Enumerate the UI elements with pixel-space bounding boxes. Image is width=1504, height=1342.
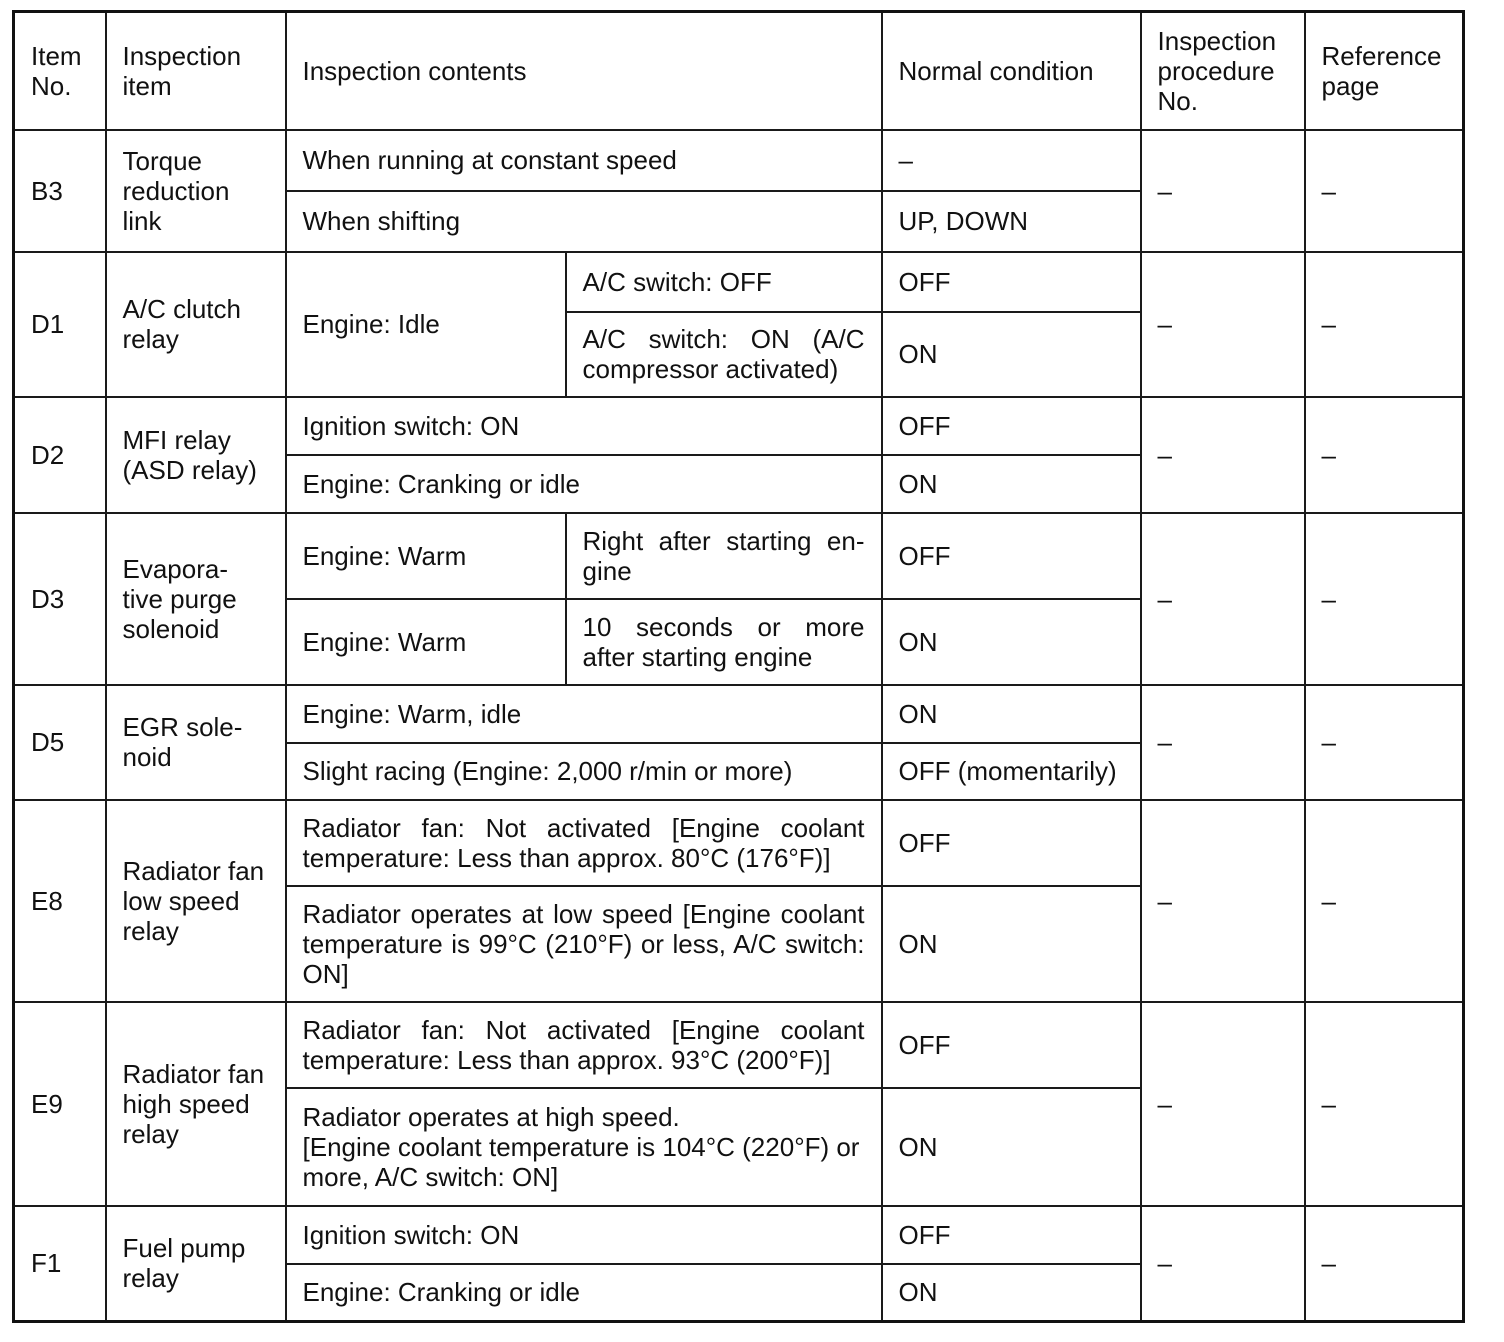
table-row — [14, 513, 1464, 599]
inspection-content-cell: Ignition switch: ON — [286, 397, 882, 455]
inspection-content-line: Radiator operates at high speed. — [302, 1101, 680, 1132]
normal-condition-cell: ON — [882, 685, 1141, 743]
inspection-item-cell: Radiator fan high speed relay — [106, 1002, 286, 1206]
inspection-content-line: [Engine coolant temperature is 104°C (220°F) or more, A/C switch: ON] — [302, 1131, 860, 1192]
normal-condition-cell: OFF — [882, 397, 1141, 455]
inspection-item-cell: MFI relay (ASD relay) — [106, 397, 286, 513]
table-row — [14, 1206, 1464, 1264]
header-inspection-contents: Inspection contents — [286, 12, 882, 130]
procedure-no-cell: – — [1141, 130, 1305, 252]
inspection-content-cell: When shifting — [286, 191, 882, 252]
item-no-cell: D3 — [14, 513, 106, 685]
normal-condition-cell: ON — [882, 312, 1141, 397]
normal-condition-cell: ON — [882, 886, 1141, 1002]
inspection-subcontent-cell: A/C switch: OFF — [566, 252, 882, 312]
inspection-content-cell: Radiator operates at low speed [Engine coolant temperature is 99°C (210°F) or less, A/C switch: ON] — [286, 886, 882, 1002]
table-row — [14, 397, 1464, 455]
reference-page-cell: – — [1305, 685, 1464, 800]
inspection-content-cell: Engine: Warm — [286, 599, 566, 685]
inspection-content-cell: Engine: Idle — [286, 252, 566, 397]
normal-condition-cell: ON — [882, 1264, 1141, 1322]
normal-condition-cell: OFF (momentarily) — [882, 743, 1141, 800]
table-header-row — [14, 12, 1464, 130]
procedure-no-cell: – — [1141, 252, 1305, 397]
inspection-item-cell: Radiator fan low speed relay — [106, 800, 286, 1002]
procedure-no-cell: – — [1141, 800, 1305, 1002]
inspection-content-cell: Slight racing (Engine: 2,000 r/min or more) — [286, 743, 882, 800]
inspection-item-cell: EGR sole- noid — [106, 685, 286, 800]
normal-condition-cell: ON — [882, 1088, 1141, 1206]
table-row — [14, 800, 1464, 886]
table-row — [14, 252, 1464, 312]
procedure-no-cell: – — [1141, 513, 1305, 685]
header-normal-condition: Normal condition — [882, 12, 1141, 130]
inspection-content-cell: Engine: Warm — [286, 513, 566, 599]
procedure-no-cell: – — [1141, 397, 1305, 513]
inspection-content-cell: Radiator fan: Not activated [Engine coolant temperature: Less than approx. 93°C (200°F)] — [286, 1002, 882, 1088]
inspection-item-cell: A/C clutch relay — [106, 252, 286, 397]
header-reference-page: Reference page — [1305, 12, 1464, 130]
inspection-subcontent-cell: A/C switch: ON (A/C compressor activated) — [566, 312, 882, 397]
table-row — [14, 130, 1464, 191]
normal-condition-cell: OFF — [882, 513, 1141, 599]
procedure-no-cell: – — [1141, 685, 1305, 800]
header-procedure-no: Inspection procedure No. — [1141, 12, 1305, 130]
inspection-item-cell: Fuel pump relay — [106, 1206, 286, 1322]
inspection-item-cell: Evapora- tive purge solenoid — [106, 513, 286, 685]
inspection-content-cell: When running at constant speed — [286, 130, 882, 191]
header-item-no: Item No. — [14, 12, 106, 130]
header-inspection-item: Inspection item — [106, 12, 286, 130]
normal-condition-cell: ON — [882, 599, 1141, 685]
item-no-cell: B3 — [14, 130, 106, 252]
reference-page-cell: – — [1305, 1206, 1464, 1322]
normal-condition-cell: – — [882, 130, 1141, 191]
inspection-content-cell: Engine: Cranking or idle — [286, 1264, 882, 1322]
inspection-content-cell — [286, 1088, 882, 1206]
reference-page-cell: – — [1305, 1002, 1464, 1206]
inspection-subcontent-cell: 10 seconds or more after starting engine — [566, 599, 882, 685]
inspection-subcontent-cell: Right after starting en- gine — [566, 513, 882, 599]
normal-condition-cell: OFF — [882, 800, 1141, 886]
inspection-content-cell: Engine: Cranking or idle — [286, 455, 882, 513]
reference-page-cell: – — [1305, 130, 1464, 252]
normal-condition-cell: OFF — [882, 252, 1141, 312]
normal-condition-cell: UP, DOWN — [882, 191, 1141, 252]
reference-page-cell: – — [1305, 513, 1464, 685]
item-no-cell: E8 — [14, 800, 106, 1002]
item-no-cell: F1 — [14, 1206, 106, 1322]
inspection-table — [12, 10, 1465, 1323]
normal-condition-cell: OFF — [882, 1002, 1141, 1088]
item-no-cell: D5 — [14, 685, 106, 800]
item-no-cell: E9 — [14, 1002, 106, 1206]
procedure-no-cell: – — [1141, 1002, 1305, 1206]
item-no-cell: D1 — [14, 252, 106, 397]
normal-condition-cell: ON — [882, 455, 1141, 513]
inspection-content-cell: Engine: Warm, idle — [286, 685, 882, 743]
table-row — [14, 685, 1464, 743]
inspection-content-cell: Ignition switch: ON — [286, 1206, 882, 1264]
inspection-item-cell: Torque reduction link — [106, 130, 286, 252]
reference-page-cell: – — [1305, 800, 1464, 1002]
normal-condition-cell: OFF — [882, 1206, 1141, 1264]
reference-page-cell: – — [1305, 397, 1464, 513]
item-no-cell: D2 — [14, 397, 106, 513]
table-row — [14, 1002, 1464, 1088]
reference-page-cell: – — [1305, 252, 1464, 397]
procedure-no-cell: – — [1141, 1206, 1305, 1322]
inspection-content-cell: Radiator fan: Not activated [Engine coolant temperature: Less than approx. 80°C (176°F)] — [286, 800, 882, 886]
